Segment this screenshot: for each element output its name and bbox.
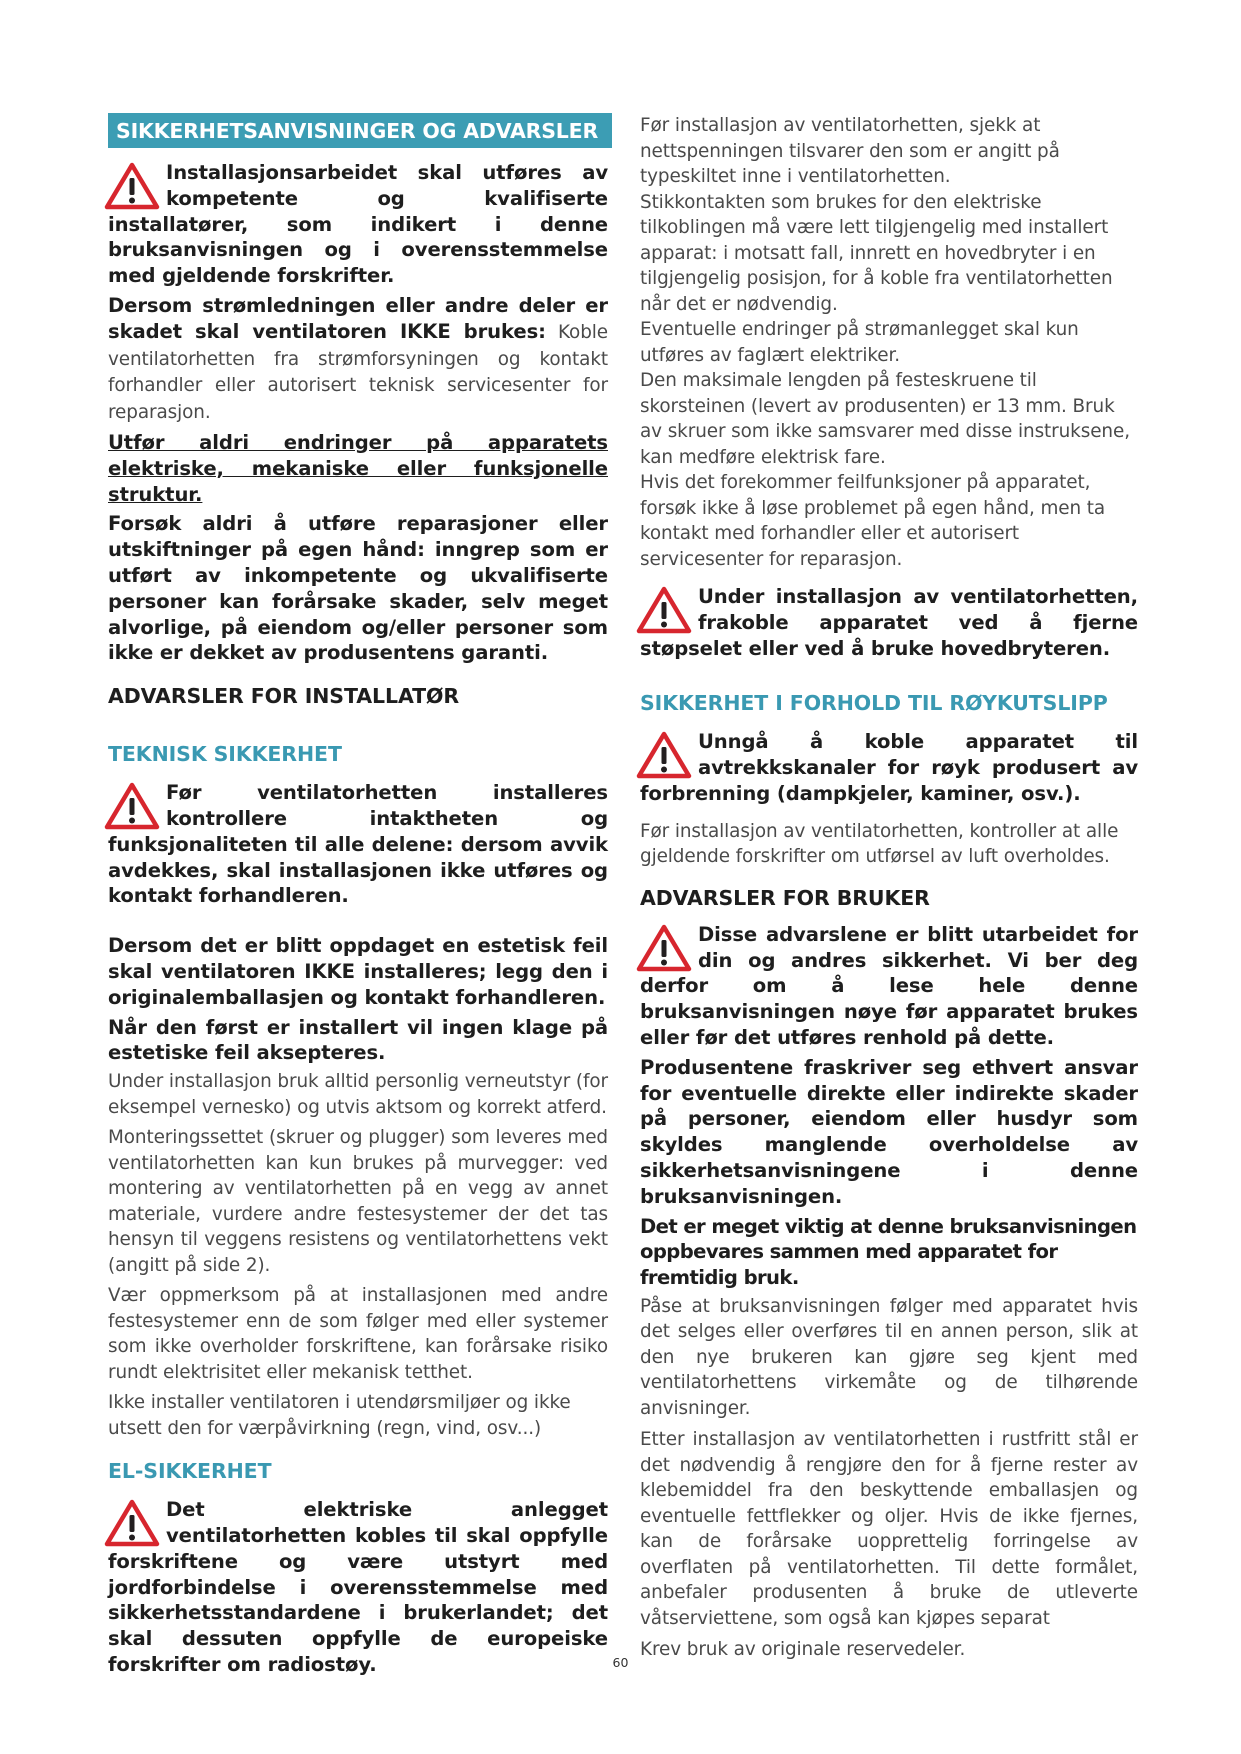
paragraph-stainless-cleaning: Etter installasjon av ventilatorhetten i rustfritt stål er det nødvendig å rengjøre den for å fjerne rester av klebemiddel fra den beskyttende emballasjen og eventuelle fettflekker og oljer. Hvis de ikke fjernes, kan de forårsake uopprettelig forringelse av overflaten på ventilatorhetten. Til dette formålet, anbefaler produsenten å bruke de utleverte våtserviettene, som også kan kjøpes separat [640,1429,1138,1629]
warning-check-parts [108,780,608,909]
heading-user-warnings: ADVARSLER FOR BRUKER [640,885,930,910]
warning-read-manual [640,922,1138,1051]
paragraph-electrical-changes: Eventuelle endringer på strømanlegget skal kun utføres av faglært elektriker. [640,319,1079,366]
heading-technical-safety: TEKNISK SIKKERHET [108,742,342,767]
paragraph-damaged-cable-bold: Dersom strømledningen eller andre deler er skadet skal ventilatoren IKKE brukes: [108,293,608,343]
warning-triangle-icon [104,782,160,830]
section-title-bar: SIKKERHETSANVISNINGER OG ADVARSLER [108,113,612,148]
paragraph-fixing-systems: Vær oppmerksom på at installasjonen med andre festesystemer enn de som følger med eller systemer som ikke overholder forskriftene, kan forårsake risiko rundt elektrisitet eller mekanisk tetthet. [108,1285,608,1383]
heading-installer-warnings: ADVARSLER FOR INSTALLATØR [108,684,460,709]
heading-electrical-safety: EL-SIKKERHET [108,1459,272,1484]
warning-disconnect [640,584,1138,661]
warning-text: Før ventilatorhetten installeres kontrollere intaktheten og funksjonaliteten til alle delene: dersom avvik avdekkes, skal installasjonen ikke utføres og kontakt forhandleren. [108,781,608,908]
paragraph-no-modifications: Utfør aldri endringer på apparatets elektriske, mekaniske eller funksjonelle struktur. [108,430,608,506]
paragraph-aesthetic-defect: Dersom det er blitt oppdaget en estetisk feil skal ventilatoren IKKE installeres; legg den i originalemballasjen og kontakt forhandleren. [108,934,608,1009]
paragraph-disclaimer: Produsentene fraskriver seg ethvert ansvar for eventuelle direkte eller indirekte skader på personer, eiendom eller husdyr som skyldes manglende overholdelse av sikkerhetsanvisningene i denne bruksanvisningen. [640,1055,1138,1208]
paragraph-original-parts: Krev bruk av originale reservedeler. [640,1639,966,1661]
paragraph-malfunction: Hvis det forekommer feilfunksjoner på apparatet, forsøk ikke å løse problemet på egen hånd, men ta kontakt med forhandler eller et autorisert servicesenter for reparasjon. [640,472,1106,570]
paragraph-air-exhaust: Før installasjon av ventilatorhetten, kontroller at alle gjeldende forskrifter om utførsel av luft overholdes. [640,820,1119,868]
warning-text: Det elektriske anlegget ventilatorhetten kobles til skal oppfylle forskriftene og være utstyrt med jordforbindelse i overensstemmelse med sikkerhetsstandardene i brukerlandet; det skal dessuten oppfylle de europeiske forskrifter om radiostøy. [108,1498,608,1676]
warning-triangle-icon [104,162,160,210]
paragraph-screws: Den maksimale lengden på festeskruene til skorsteinen (levert av produsenten) er 13 mm. Bruk av skruer som ikke samsvarer med disse instruksene, kan medføre elektrisk fare. [640,370,1130,468]
right-column [640,113,1138,1663]
paragraph-protective-equipment: Under installasjon bruk alltid personlig verneutstyr (for eksempel vernesko) og utvis aktsom og korrekt atferd. [108,1071,608,1118]
warning-triangle-icon [636,731,692,779]
paragraph-damaged-cable-light: Koble ventilatorhetten fra strømforsyningen og kontakt forhandler eller autorisert teknisk servicesenter for reparasjon. [108,321,608,424]
warning-text: Under installasjon av ventilatorhetten, frakoble apparatet ved å fjerne støpselet eller ved å bruke hovedbryteren. [640,585,1138,660]
page-number: 60 [612,1655,629,1670]
warning-electrical-system [108,1497,608,1678]
heading-smoke-safety: SIKKERHET I FORHOLD TIL RØYKUTSLIPP [640,691,1108,716]
warning-installation-competence [108,160,608,289]
paragraph-keep-manual: Det er meget viktig at denne bruksanvisningen oppbevares sammen med apparatet for fremtidig bruk. [640,1214,1137,1290]
warning-triangle-icon [636,586,692,634]
paragraph-damaged-cable [108,293,608,426]
warning-smoke-ducts [640,729,1138,806]
warning-text: Disse advarslene er blitt utarbeidet for din og andres sikkerhet. Vi ber deg derfor om å lese hele denne bruksanvisningen nøye før apparatet brukes eller før det utføres renhold på dette. [640,922,1138,1049]
paragraph-socket: Stikkontakten som brukes for den elektriske tilkoblingen må være lett tilgjengelig med installert apparat: i motsatt fall, innrett en hovedbryter i en tilgjengelig posisjon, for å koble fra ventilatorhetten når det er nødvendig. [640,191,1113,315]
paragraph-voltage: Før installasjon av ventilatorhetten, sjekk at nettspenningen tilsvarer den som er angitt på typeskiltet inne i ventilatorhetten. [640,115,1060,187]
paragraph-no-repairs: Forsøk aldri å utføre reparasjoner eller utskiftninger på egen hånd: inngrep som er utført av inkompetente og ukvalifiserte personer kan forårsake skader, selv meget alvorlige, på eiendom og/eller personer som ikke er dekket av produsentens garanti. [108,512,608,665]
left-column [108,113,608,1678]
warning-text: Installasjonsarbeidet skal utføres av kompetente og kvalifiserte installatører, som indikert i denne bruksanvisningen og i overensstemmelse med gjeldende forskrifter. [108,161,608,288]
warning-triangle-icon [636,924,692,972]
paragraph-mounting-kit: Monteringssettet (skruer og plugger) som leveres med ventilatorhetten kan kun brukes på murvegger: ved montering av ventilatorhetten på en vegg av annet materiale, vurdere andre festesystemer der det tas hensyn til veggens resistens og ventilatorhettens vekt (angitt på side 2). [108,1127,608,1276]
paragraph-outdoor: Ikke installer ventilatoren i utendørsmiljøer og ikke utsett den for værpåvirkning (regn, vind, osv...) [108,1392,571,1439]
paragraph-no-claims: Når den først er installert vil ingen klage på estetiske feil aksepteres. [108,1015,608,1065]
paragraph-transfer-manual: Påse at bruksanvisningen følger med apparatet hvis det selges eller overføres til en annen person, slik at den nye brukeren kan gjøre seg kjent med ventilatorhettens virkemåte og de tilhørende anvisninger. [640,1295,1138,1419]
warning-triangle-icon [104,1499,160,1547]
warning-text: Unngå å koble apparatet til avtrekkskanaler for røyk produsert av forbrenning (dampkjeler, kaminer, osv.). [640,730,1138,805]
